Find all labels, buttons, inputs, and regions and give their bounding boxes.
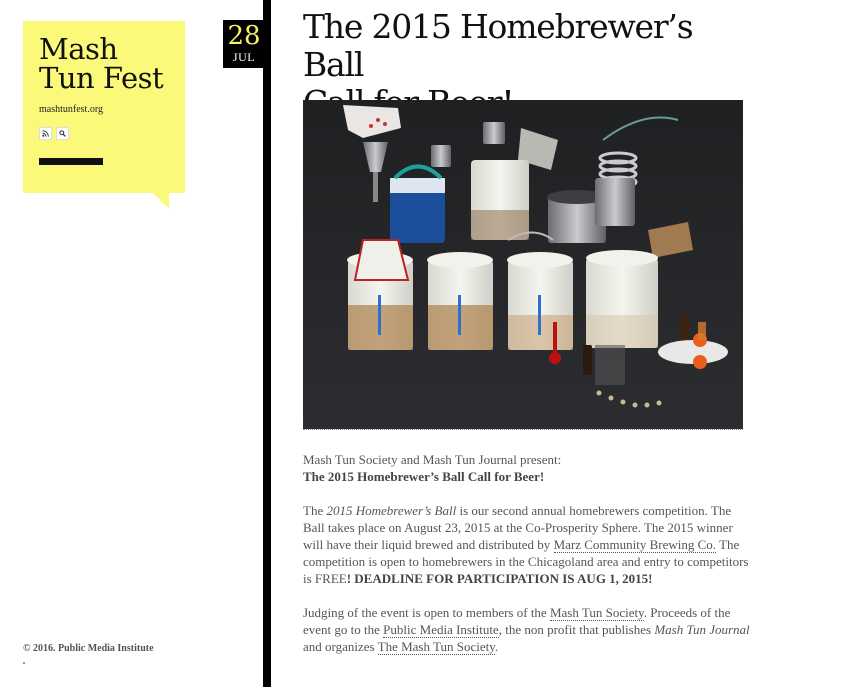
post-date-badge [223,20,265,68]
site-url: mashtunfest.org [39,104,103,115]
site-title[interactable]: Mash Tun Fest [39,32,164,95]
p3-text-a: Judging of the event is open to members of the [303,605,550,620]
post-paragraph-3 [303,604,751,655]
search-icon[interactable] [56,127,69,140]
logo-bar-divider [39,158,103,165]
p2-deadline: ! DEADLINE FOR PARTICIPATION IS AUG 1, 2015! [346,571,653,586]
footer-copyright: © 2016. Public Media Institute [23,643,154,654]
post-date-day: 28 [227,21,261,51]
post-paragraph-2 [303,502,751,587]
post-date-month: JUL [232,50,256,64]
public-media-institute-link[interactable]: Public Media Institute [383,622,499,637]
p3-text-b: . Proceeds of the event go to the [303,605,731,637]
p2-text-c: The competition is open to homebrewers in the Chicagoland area and entry to competitors is FREE [303,537,749,586]
footer-dot [23,662,25,664]
rss-icon[interactable] [39,127,52,140]
post-intro [303,451,751,485]
intro-bold: The 2015 Homebrewer’s Ball Call for Beer! [303,469,545,484]
site-logo-box [23,21,185,193]
post-title[interactable]: The 2015 Homebrewer’s Ball [303,7,693,84]
post-content [303,451,751,672]
p3-emphasis: Mash Tun Journal [654,622,750,637]
p2-emphasis: 2015 Homebrewer’s Ball [326,503,457,518]
intro-line: Mash Tun Society and Mash Tun Journal present: [303,452,562,467]
marz-brewing-link[interactable]: Marz Community Brewing Co. [553,537,717,552]
the-mash-tun-society-link[interactable]: The Mash Tun Society [377,639,495,654]
p3-text-d: and organizes [303,639,378,654]
post-featured-image [303,100,743,430]
mash-tun-society-link[interactable]: Mash Tun Society [549,605,644,620]
vertical-divider [263,0,271,687]
p2-text-b: is our second annual homebrewers competition. The Ball takes place on August 23, 2015 at the Co-Prosperity Sphere. The 2015 winner will have their liquid brewed and distributed by [303,503,733,552]
p3-text-c: , the non profit that publishes [498,622,655,637]
speech-bubble-tail [153,193,169,209]
p2-text-a: The [303,503,327,518]
p3-text-e: . [494,639,499,654]
sidebar-icon-row [39,127,69,140]
